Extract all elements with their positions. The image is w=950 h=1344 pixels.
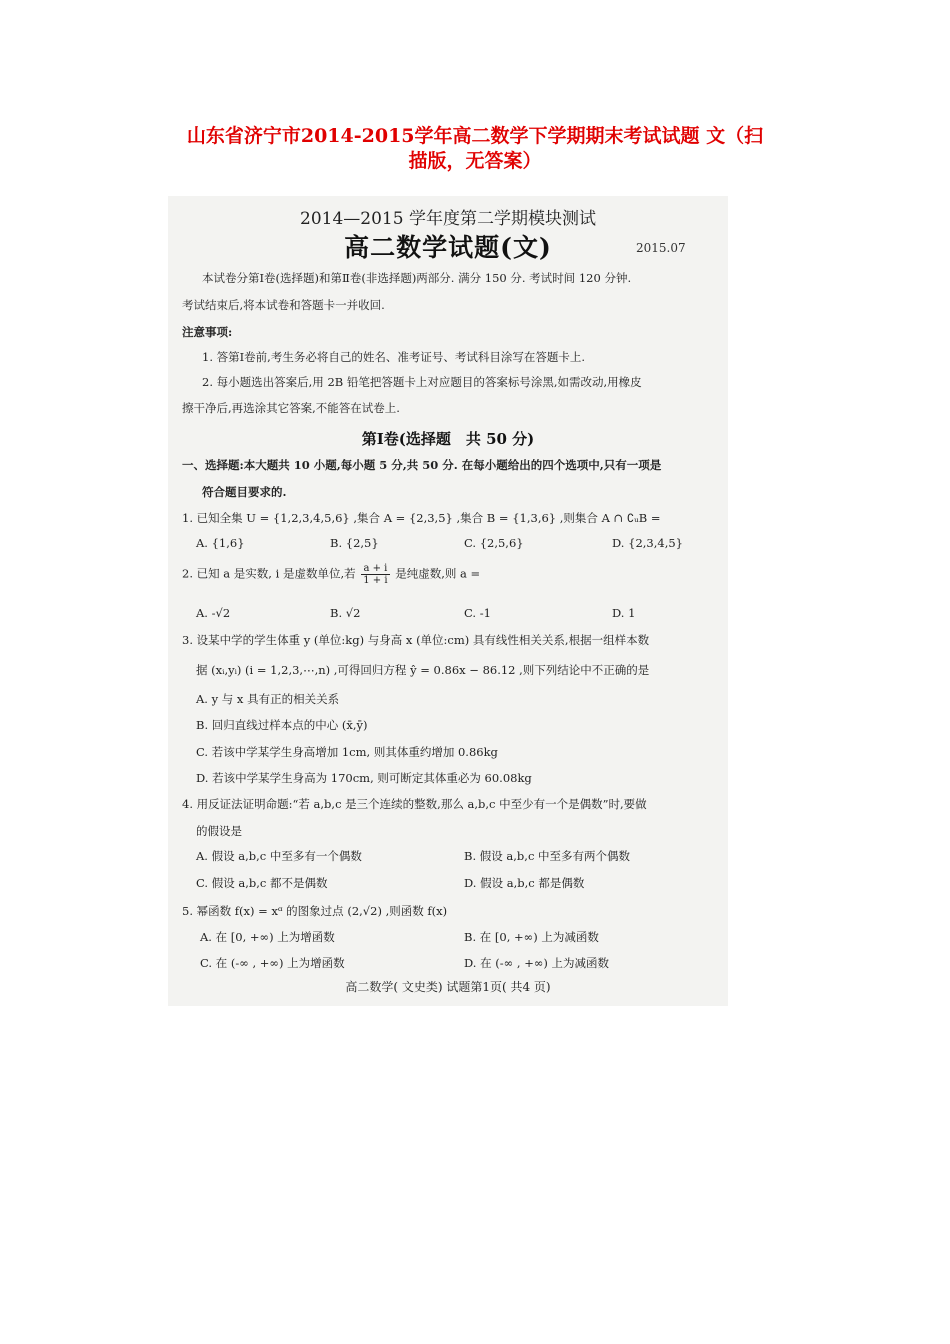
intro-line2: 考试结束后,将本试卷和答题卡一并收回. <box>182 298 385 312</box>
note-2-line2: 擦干净后,再选涂其它答案,不能答在试卷上. <box>182 401 400 415</box>
q5-stem: 5. 幂函数 f(x) = xᵅ 的图象过点 (2,√2) ,则函数 f(x) <box>182 904 448 918</box>
document-title <box>120 124 830 174</box>
q1-option-d: D. {2,3,4,5} <box>612 536 683 550</box>
q4-option-a: A. 假设 a,b,c 中至多有一个偶数 <box>196 849 362 863</box>
exam-header: 2014—2015 学年度第二学期模块测试 <box>300 209 596 229</box>
q4-stem-line2: 的假设是 <box>196 824 242 838</box>
page-footer: 高二数学( 文史类) 试题第1页( 共4 页) <box>345 980 551 994</box>
document-title-line1: 山东省济宁市2014-2015学年高二数学下学期期末考试试题 文（扫 <box>186 125 764 147</box>
q2-stem-pre: 2. 已知 a 是实数, i 是虚数单位,若 <box>182 566 356 581</box>
q2-option-d: D. 1 <box>612 606 636 620</box>
q5-option-a: A. 在 [0, +∞) 上为增函数 <box>200 930 335 944</box>
q4-option-b: B. 假设 a,b,c 中至多有两个偶数 <box>464 849 631 863</box>
q3-option-a: A. y 与 x 具有正的相关关系 <box>196 692 340 706</box>
note-2-line1: 2. 每小题选出答案后,用 2B 铅笔把答题卡上对应题目的答案标号涂黑,如需改动,用橡皮 <box>202 375 642 389</box>
q2-stem <box>182 563 480 586</box>
document-title-line2: 描版，无答案） <box>408 150 542 172</box>
note-1: 1. 答第Ⅰ卷前,考生务必将自己的姓名、准考证号、考试科目涂写在答题卡上. <box>202 350 585 364</box>
q3-stem-line2: 据 (xᵢ,yᵢ) (i = 1,2,3,⋯,n) ,可得回归方程 ŷ = 0.86x − 86.12 ,则下列结论中不正确的是 <box>196 663 650 677</box>
q1-option-c: C. {2,5,6} <box>464 536 524 550</box>
q5-option-c: C. 在 (-∞ , +∞) 上为增函数 <box>200 956 345 970</box>
part1-instruction-line2: 符合题目要求的. <box>202 485 287 499</box>
q4-stem-line1: 4. 用反证法证明命题:“若 a,b,c 是三个连续的整数,那么 a,b,c 中至少有一个是偶数”时,要做 <box>182 797 647 811</box>
q3-option-d: D. 若该中学某学生身高为 170cm, 则可断定其体重必为 60.08kg <box>196 771 532 785</box>
q4-option-d: D. 假设 a,b,c 都是偶数 <box>464 876 585 890</box>
q2-fraction-numerator: a + i <box>361 563 389 575</box>
q2-option-c: C. -1 <box>464 606 491 620</box>
q3-option-b: B. 回归直线过样本点的中心 (x̄,ȳ) <box>196 718 368 732</box>
q1-stem: 1. 已知全集 U = {1,2,3,4,5,6} ,集合 A = {2,3,5} ,集合 B = {1,3,6} ,则集合 A ∩ ∁ᵤB = <box>182 511 661 525</box>
q2-fraction-denominator: 1 + i <box>363 575 388 586</box>
scanned-exam-page <box>168 196 728 1006</box>
part1-instruction-line1: 一、选择题:本大题共 10 小题,每小题 5 分,共 50 分. 在每小题给出的四个选项中,只有一项是 <box>182 458 662 472</box>
q1-option-b: B. {2,5} <box>330 536 379 550</box>
q2-option-b: B. √2 <box>330 606 361 620</box>
exam-date: 2015.07 <box>636 241 686 255</box>
q2-fraction <box>361 563 389 586</box>
q3-stem-line1: 3. 设某中学的学生体重 y (单位:kg) 与身高 x (单位:cm) 具有线性相关关系,根据一组样本数 <box>182 633 650 647</box>
q2-stem-post: 是纯虚数,则 a = <box>395 566 481 581</box>
q1-option-a: A. {1,6} <box>196 536 245 550</box>
q2-option-a: A. -√2 <box>196 606 231 620</box>
intro-line1: 本试卷分第Ⅰ卷(选择题)和第Ⅱ卷(非选择题)两部分. 满分 150 分. 考试时间 120 分钟. <box>202 271 632 285</box>
q4-option-c: C. 假设 a,b,c 都不是偶数 <box>196 876 328 890</box>
q3-option-c: C. 若该中学某学生身高增加 1cm, 则其体重约增加 0.86kg <box>196 745 498 759</box>
q5-option-b: B. 在 [0, +∞) 上为减函数 <box>464 930 599 944</box>
section-title: 第Ⅰ卷(选择题 共 50 分) <box>361 430 535 448</box>
q5-option-d: D. 在 (-∞ , +∞) 上为减函数 <box>464 956 610 970</box>
notes-label: 注意事项: <box>182 325 233 339</box>
exam-title: 高二数学试题(文) <box>344 233 552 262</box>
